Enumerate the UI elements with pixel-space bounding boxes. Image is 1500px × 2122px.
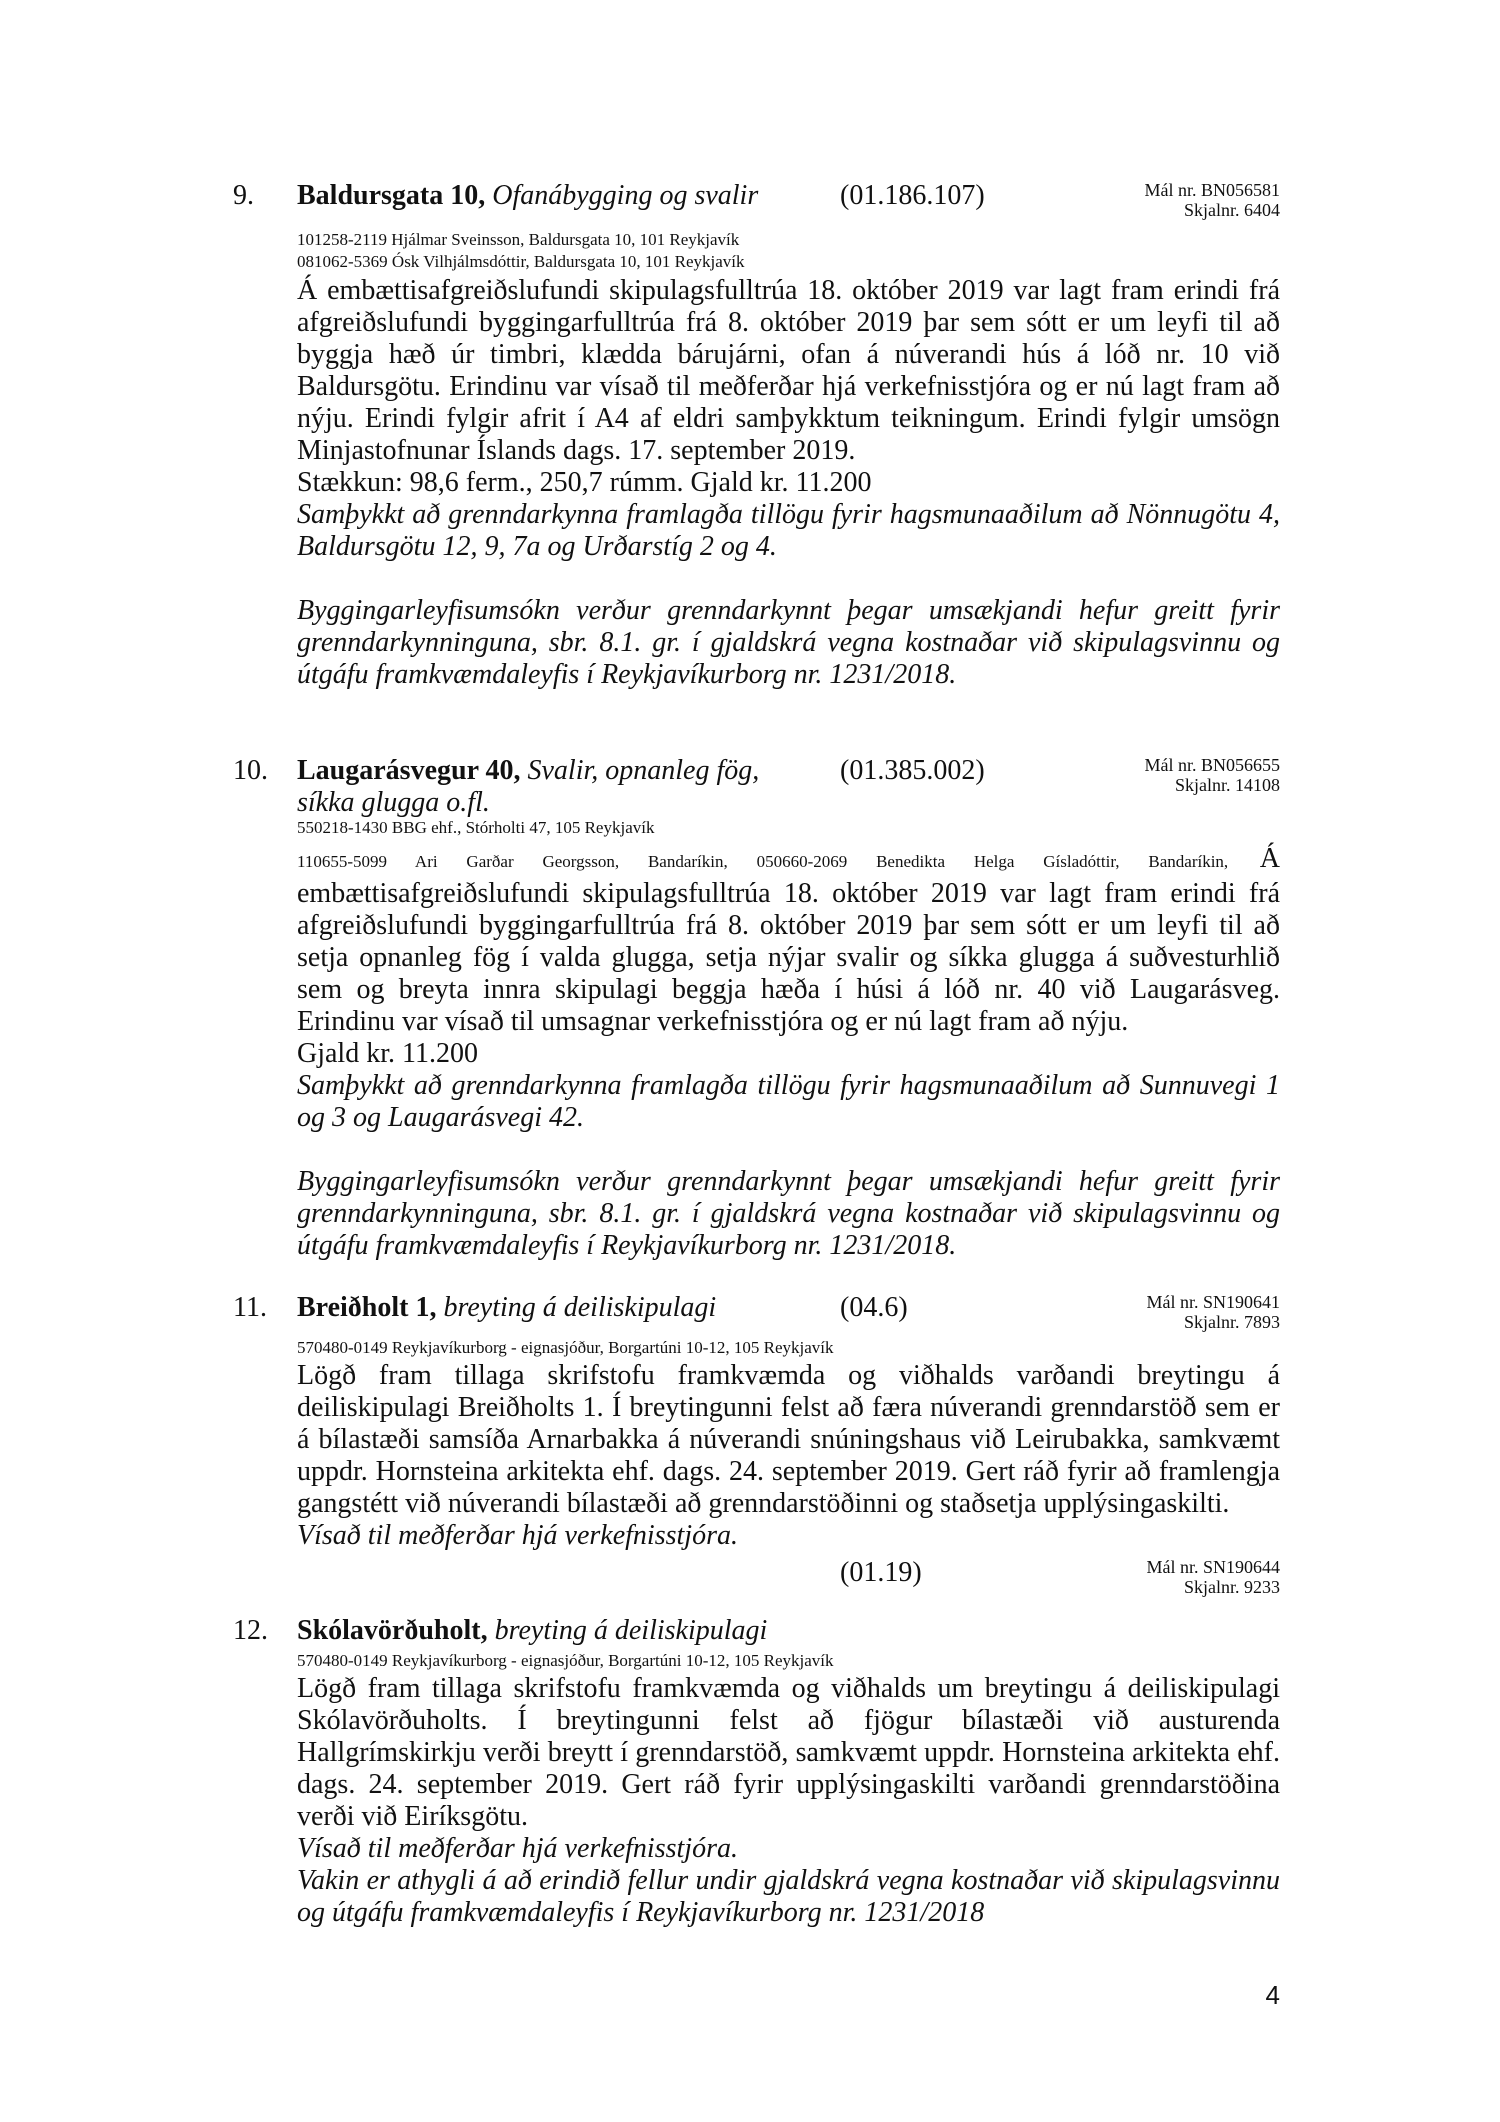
owner-inline: 110655-5099 Ari Garðar Georgsson, Bandaríkin, 050660-2069 Benedikta Helga Gísladóttir, Bandaríkin, (297, 852, 1229, 871)
item-note: Byggingarleyfisumsókn verður grenndarkynnt þegar umsækjandi hefur greitt fyrir grenndarkynninguna, sbr. 8.1. gr. í gjaldskrá vegna kostnaðar við skipulagsvinnu og útgáfu framkvæmdaleyfis í Reykjavíkurborg nr. 1231/2018. (297, 1166, 1280, 1261)
item-number: 11. (233, 1292, 267, 1323)
item-heading (297, 1615, 817, 1647)
item-decision: Samþykkt að grenndarkynna framlagða tillögu fyrir hagsmunaaðilum að Nönnugötu 4, Baldursgötu 12, 9, 7a og Urðarstíg 2 og 4. (297, 499, 1280, 562)
item-text-block (297, 843, 1280, 1038)
item-title: Baldursgata 10, (297, 180, 486, 211)
owners-list (297, 229, 1280, 273)
owner-line: 101258-2119 Hjálmar Sveinsson, Baldursgata 10, 101 Reykjavík (297, 230, 740, 249)
item-title: Laugarásvegur 40, (297, 755, 521, 786)
item-body (297, 1673, 1280, 1929)
item-decision: Vísað til meðferðar hjá verkefnisstjóra. (297, 1520, 738, 1551)
item-case-ref (1146, 1292, 1280, 1332)
item-text: Lögð fram tillaga skrifstofu framkvæmda og viðhalds um breytingu á deiliskipulagi Skólavörðuholts. Í breytingunni felst að fjögur bílastæði við austurenda Hallgrímskirkju verði breytt í grenndarstöð, samkvæmt uppdr. Hornsteina arkitekta ehf. dags. 24. september 2019. Gert ráð fyrir upplýsingaskilti varðandi grenndarstöðina verði við Eiríksgötu. (297, 1673, 1280, 1832)
item-number: 9. (233, 180, 254, 211)
item-subtitle: breyting á deiliskipulagi (494, 1615, 768, 1646)
item-code: (01.385.002) (840, 755, 985, 786)
item-code: (01.186.107) (840, 180, 985, 211)
item-subtitle: breyting á deiliskipulagi (443, 1292, 717, 1323)
item-text: Lögð fram tillaga skrifstofu framkvæmda og viðhalds varðandi breytingu á deiliskipulagi Breiðholts 1. Í breytingunni felst að færa núverandi grenndarstöð sem er á bílastæði samsíða Arnarbakka á núverandi snúningshaus við Leirubakka, samkvæmt uppdr. Hornsteina arkitekta ehf. dags. 24. september 2019. Gert ráð fyrir að framlengja gangstétt við núverandi bílastæði að grenndarstöðinni og staðsetja upplýsingaskilti. (297, 1360, 1280, 1519)
item-body (297, 275, 1280, 691)
item-note: Byggingarleyfisumsókn verður grenndarkynnt þegar umsækjandi hefur greitt fyrir grenndarkynninguna, sbr. 8.1. gr. í gjaldskrá vegna kostnaðar við skipulagsvinnu og útgáfu framkvæmdaleyfis í Reykjavíkurborg nr. 1231/2018. (297, 595, 1280, 690)
owner-line: 081062-5369 Ósk Vilhjálmsdóttir, Baldursgata 10, 101 Reykjavík (297, 252, 745, 271)
case-number: Mál nr. BN056655 (1144, 755, 1280, 775)
item-text: Á embættisafgreiðslufundi skipulagsfulltrúa 18. október 2019 var lagt fram erindi frá afgreiðslufundi byggingarfulltrúa frá 8. október 2019 þar sem sótt er um leyfi til að setja opnanleg fög í valda glugga, setja nýjar svalir og síkka glugga á suðvesturhlið sem og breyta innra skipulagi beggja hæða í húsi á lóð nr. 40 við Laugarásveg. Erindinu var vísað til umsagnar verkefnisstjóra og er nú lagt fram að nýju. (297, 843, 1280, 1037)
item-title: Breiðholt 1, (297, 1292, 437, 1323)
item-number: 12. (233, 1615, 268, 1646)
item-heading (297, 180, 817, 212)
owner-line: 550218-1430 BBG ehf., Stórholti 47, 105 Reykjavík (297, 818, 655, 837)
item-case-ref (1144, 755, 1280, 795)
item-case-ref (1146, 1557, 1280, 1597)
item-extra: Stækkun: 98,6 ferm., 250,7 rúmm. Gjald kr. 11.200 (297, 467, 872, 498)
item-decision: Samþykkt að grenndarkynna framlagða tillögu fyrir hagsmunaaðilum að Sunnuvegi 1 og 3 og Laugarásvegi 42. (297, 1070, 1280, 1133)
item-decision: Vísað til meðferðar hjá verkefnisstjóra. (297, 1833, 738, 1864)
document-number: Skjalnr. 14108 (1174, 775, 1280, 795)
item-heading (297, 1292, 817, 1324)
item-case-ref (1144, 180, 1280, 220)
owner-line: 570480-0149 Reykjavíkurborg - eignasjóður, Borgartúni 10-12, 105 Reykjavík (297, 1651, 834, 1670)
document-number: Skjalnr. 7893 (1183, 1312, 1280, 1332)
owners-list (297, 817, 1280, 839)
document-number: Skjalnr. 9233 (1183, 1577, 1280, 1597)
item-number: 10. (233, 755, 268, 786)
document-number: Skjalnr. 6404 (1183, 200, 1280, 220)
item-body (297, 843, 1280, 1262)
item-heading (297, 755, 767, 819)
case-number: Mál nr. BN056581 (1144, 180, 1280, 200)
owner-line: 570480-0149 Reykjavíkurborg - eignasjóður, Borgartúni 10-12, 105 Reykjavík (297, 1338, 834, 1357)
case-number: Mál nr. SN190644 (1146, 1557, 1280, 1577)
item-note: Vakin er athygli á að erindið fellur undir gjaldskrá vegna kostnaðar við skipulagsvinnu og útgáfu framkvæmdaleyfis í Reykjavíkurborg nr. 1231/2018 (297, 1865, 1280, 1928)
page-number: 4 (1265, 1980, 1280, 2010)
owners-list (297, 1650, 1280, 1672)
case-number: Mál nr. SN190641 (1146, 1292, 1280, 1312)
item-subtitle: Ofanábygging og svalir (492, 180, 759, 211)
item-code: (01.19) (840, 1557, 922, 1588)
item-title: Skólavörðuholt, (297, 1615, 488, 1646)
item-extra: Gjald kr. 11.200 (297, 1038, 478, 1069)
item-body (297, 1360, 1280, 1552)
item-code: (04.6) (840, 1292, 908, 1323)
item-text: Á embættisafgreiðslufundi skipulagsfulltrúa 18. október 2019 var lagt fram erindi frá afgreiðslufundi byggingarfulltrúa frá 8. október 2019 þar sem sótt er um leyfi til að byggja hæð úr timbri, klædda bárujárni, ofan á núverandi hús á lóð nr. 10 við Baldursgötu. Erindinu var vísað til meðferðar hjá verkefnisstjóra og er nú lagt fram að nýju. Erindi fylgir afrit í A4 af eldri samþykktum teikningum. Erindi fylgir umsögn Minjastofnunar Íslands dags. 17. september 2019. (297, 275, 1280, 466)
item-subtitle: Svalir, opnanleg fög, síkka glugga o.fl. (297, 755, 760, 818)
owners-list (297, 1337, 1280, 1359)
